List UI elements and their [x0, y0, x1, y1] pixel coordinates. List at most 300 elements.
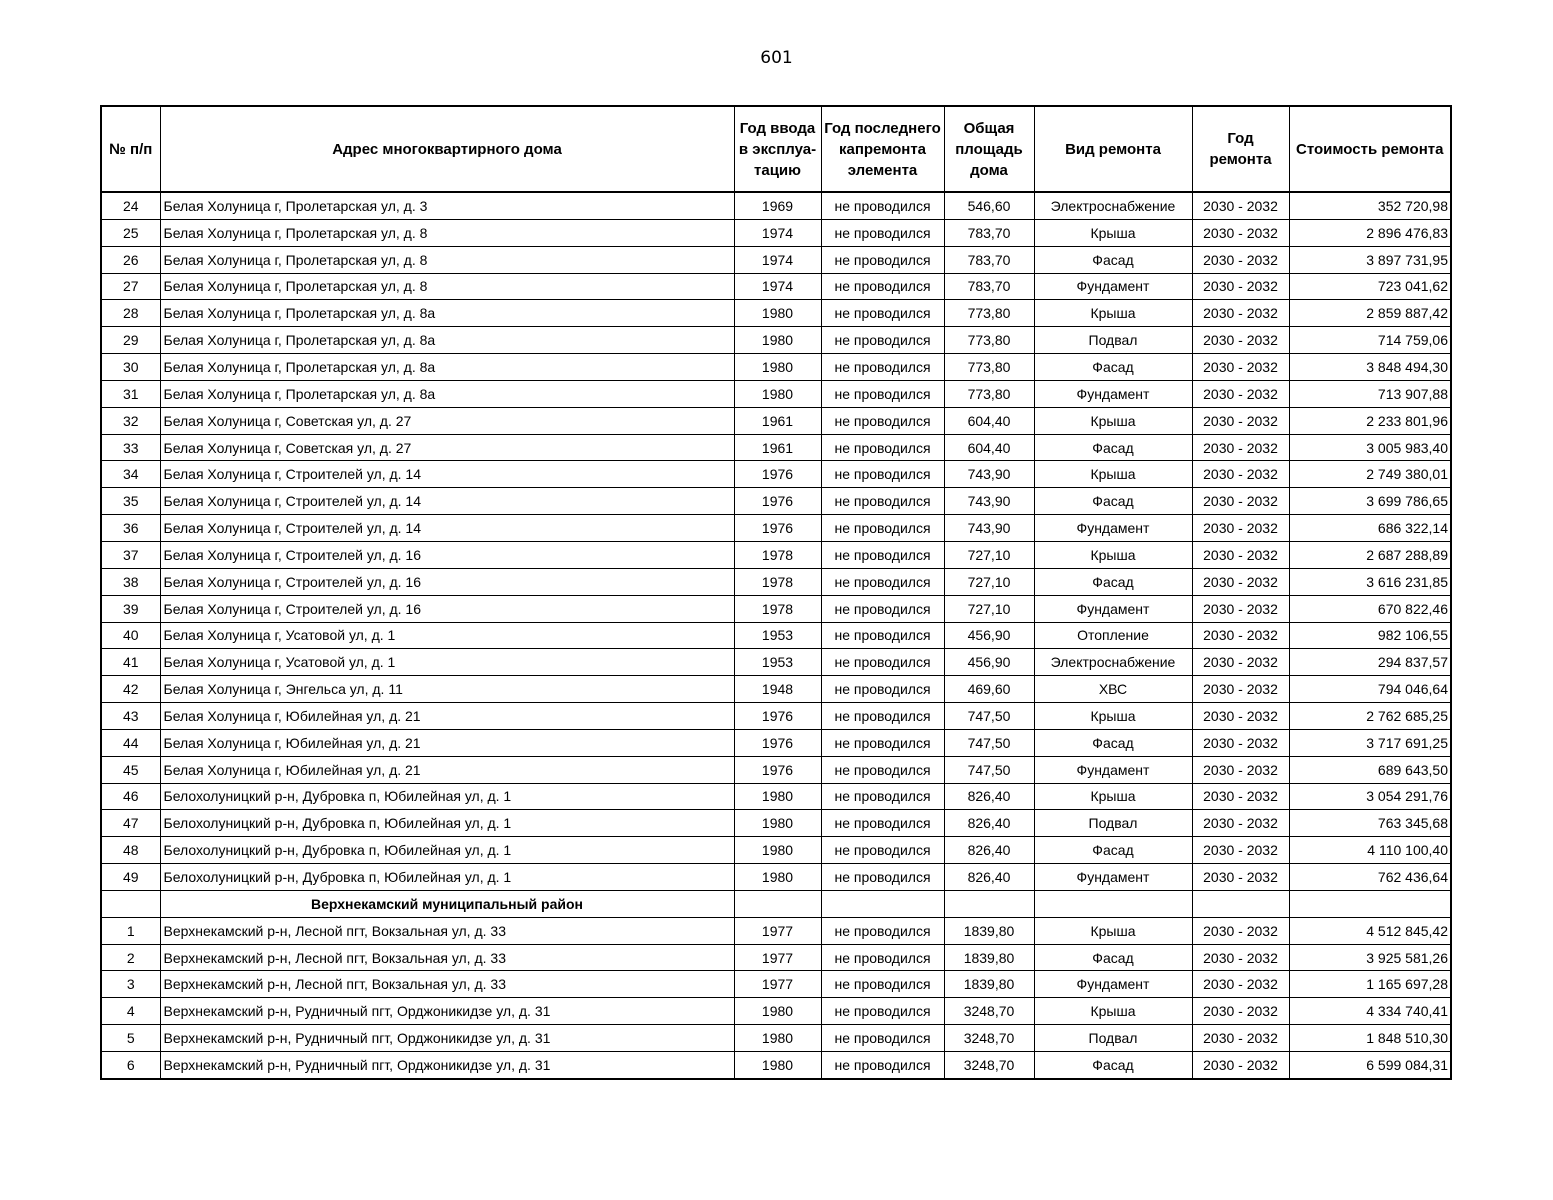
table-row [101, 1052, 1451, 1079]
section-num-cell [101, 890, 160, 917]
page-number: 601 [760, 48, 793, 68]
cell-address: Верхнекамский р-н, Рудничный пгт, Орджоникидзе ул, д. 31 [160, 1052, 734, 1079]
cell-cost: 3 699 786,65 [1289, 488, 1451, 515]
cell-area: 826,40 [944, 864, 1034, 891]
cell-repair-year: 2030 - 2032 [1192, 703, 1289, 730]
cell-area: 826,40 [944, 810, 1034, 837]
cell-repair-type: Крыша [1034, 461, 1192, 488]
cell-num: 37 [101, 541, 160, 568]
table-row [101, 998, 1451, 1025]
table-row [101, 434, 1451, 461]
table-body-a [101, 192, 1451, 890]
cell-last-repair: не проводился [821, 246, 944, 273]
cell-cost: 3 054 291,76 [1289, 783, 1451, 810]
cell-address: Белохолуницкий р-н, Дубровка п, Юбилейная ул, д. 1 [160, 810, 734, 837]
cell-last-repair: не проводился [821, 864, 944, 891]
cell-address: Белая Холуница г, Строителей ул, д. 14 [160, 515, 734, 542]
cell-year-built: 1976 [734, 488, 821, 515]
cell-repair-year: 2030 - 2032 [1192, 327, 1289, 354]
cell-year-built: 1948 [734, 676, 821, 703]
cell-last-repair: не проводился [821, 703, 944, 730]
cell-last-repair: не проводился [821, 354, 944, 381]
cell-address: Белая Холуница г, Юбилейная ул, д. 21 [160, 729, 734, 756]
table-row [101, 568, 1451, 595]
cell-year-built: 1976 [734, 703, 821, 730]
cell-year-built: 1978 [734, 541, 821, 568]
cell-num: 25 [101, 219, 160, 246]
cell-num: 32 [101, 407, 160, 434]
cell-last-repair: не проводился [821, 783, 944, 810]
cell-repair-type: Фундамент [1034, 864, 1192, 891]
cell-repair-year: 2030 - 2032 [1192, 998, 1289, 1025]
cell-area: 773,80 [944, 380, 1034, 407]
table-row [101, 300, 1451, 327]
cell-repair-year: 2030 - 2032 [1192, 917, 1289, 944]
header-cost: Стоимость ремонта [1289, 106, 1451, 192]
cell-area: 1839,80 [944, 917, 1034, 944]
cell-area: 727,10 [944, 541, 1034, 568]
cell-year-built: 1953 [734, 649, 821, 676]
cell-year-built: 1969 [734, 192, 821, 219]
table-row [101, 756, 1451, 783]
cell-repair-type: Подвал [1034, 810, 1192, 837]
cell-address: Белая Холуница г, Пролетарская ул, д. 8 [160, 246, 734, 273]
cell-address: Белая Холуница г, Юбилейная ул, д. 21 [160, 703, 734, 730]
cell-num: 24 [101, 192, 160, 219]
section-empty-cell [1289, 890, 1451, 917]
cell-num: 26 [101, 246, 160, 273]
cell-year-built: 1974 [734, 219, 821, 246]
cell-last-repair: не проводился [821, 273, 944, 300]
cell-last-repair: не проводился [821, 622, 944, 649]
cell-last-repair: не проводился [821, 595, 944, 622]
cell-area: 3248,70 [944, 998, 1034, 1025]
section-empty-cell [944, 890, 1034, 917]
cell-num: 47 [101, 810, 160, 837]
cell-year-built: 1961 [734, 407, 821, 434]
cell-year-built: 1978 [734, 595, 821, 622]
cell-repair-year: 2030 - 2032 [1192, 810, 1289, 837]
cell-year-built: 1980 [734, 327, 821, 354]
cell-cost: 3 848 494,30 [1289, 354, 1451, 381]
cell-repair-type: Фасад [1034, 837, 1192, 864]
cell-cost: 689 643,50 [1289, 756, 1451, 783]
cell-address: Белая Холуница г, Юбилейная ул, д. 21 [160, 756, 734, 783]
cell-cost: 1 165 697,28 [1289, 971, 1451, 998]
table-row [101, 649, 1451, 676]
cell-area: 826,40 [944, 783, 1034, 810]
cell-last-repair: не проводился [821, 461, 944, 488]
cell-area: 727,10 [944, 568, 1034, 595]
cell-address: Белая Холуница г, Энгельса ул, д. 11 [160, 676, 734, 703]
cell-cost: 763 345,68 [1289, 810, 1451, 837]
cell-repair-type: Фасад [1034, 944, 1192, 971]
cell-address: Белохолуницкий р-н, Дубровка п, Юбилейная ул, д. 1 [160, 837, 734, 864]
cell-cost: 294 837,57 [1289, 649, 1451, 676]
cell-num: 28 [101, 300, 160, 327]
cell-area: 783,70 [944, 273, 1034, 300]
cell-year-built: 1980 [734, 998, 821, 1025]
cell-cost: 2 749 380,01 [1289, 461, 1451, 488]
cell-num: 34 [101, 461, 160, 488]
cell-num: 30 [101, 354, 160, 381]
cell-cost: 1 848 510,30 [1289, 1025, 1451, 1052]
cell-num: 4 [101, 998, 160, 1025]
table-row [101, 1025, 1451, 1052]
cell-repair-type: Крыша [1034, 998, 1192, 1025]
cell-repair-year: 2030 - 2032 [1192, 649, 1289, 676]
cell-address: Белая Холуница г, Пролетарская ул, д. 8 [160, 219, 734, 246]
section-body [101, 890, 1451, 917]
cell-repair-year: 2030 - 2032 [1192, 864, 1289, 891]
cell-repair-type: Крыша [1034, 300, 1192, 327]
cell-num: 29 [101, 327, 160, 354]
cell-num: 39 [101, 595, 160, 622]
cell-repair-year: 2030 - 2032 [1192, 461, 1289, 488]
cell-last-repair: не проводился [821, 1025, 944, 1052]
cell-cost: 3 897 731,95 [1289, 246, 1451, 273]
cell-cost: 3 005 983,40 [1289, 434, 1451, 461]
cell-cost: 714 759,06 [1289, 327, 1451, 354]
cell-repair-type: Фундамент [1034, 971, 1192, 998]
cell-repair-type: Фундамент [1034, 515, 1192, 542]
table-row [101, 837, 1451, 864]
cell-num: 41 [101, 649, 160, 676]
cell-repair-year: 2030 - 2032 [1192, 971, 1289, 998]
cell-cost: 670 822,46 [1289, 595, 1451, 622]
section-empty-cell [734, 890, 821, 917]
cell-num: 48 [101, 837, 160, 864]
cell-area: 747,50 [944, 729, 1034, 756]
cell-last-repair: не проводился [821, 810, 944, 837]
table-body-b [101, 917, 1451, 1079]
cell-area: 456,90 [944, 622, 1034, 649]
cell-last-repair: не проводился [821, 729, 944, 756]
cell-repair-year: 2030 - 2032 [1192, 837, 1289, 864]
section-empty-cell [1192, 890, 1289, 917]
cell-repair-type: Фундамент [1034, 756, 1192, 783]
cell-cost: 982 106,55 [1289, 622, 1451, 649]
table-row [101, 407, 1451, 434]
cell-cost: 3 616 231,85 [1289, 568, 1451, 595]
cell-area: 3248,70 [944, 1052, 1034, 1079]
cell-repair-type: Электроснабжение [1034, 649, 1192, 676]
cell-last-repair: не проводился [821, 971, 944, 998]
cell-repair-type: ХВС [1034, 676, 1192, 703]
cell-area: 773,80 [944, 354, 1034, 381]
table-row [101, 676, 1451, 703]
cell-repair-type: Фасад [1034, 434, 1192, 461]
cell-num: 36 [101, 515, 160, 542]
cell-repair-year: 2030 - 2032 [1192, 944, 1289, 971]
cell-area: 743,90 [944, 515, 1034, 542]
cell-last-repair: не проводился [821, 380, 944, 407]
cell-num: 1 [101, 917, 160, 944]
cell-area: 1839,80 [944, 944, 1034, 971]
cell-area: 727,10 [944, 595, 1034, 622]
cell-cost: 352 720,98 [1289, 192, 1451, 219]
cell-cost: 686 322,14 [1289, 515, 1451, 542]
table-row [101, 622, 1451, 649]
cell-num: 46 [101, 783, 160, 810]
cell-num: 31 [101, 380, 160, 407]
cell-area: 546,60 [944, 192, 1034, 219]
cell-repair-year: 2030 - 2032 [1192, 354, 1289, 381]
cell-repair-year: 2030 - 2032 [1192, 622, 1289, 649]
table-row [101, 595, 1451, 622]
cell-last-repair: не проводился [821, 998, 944, 1025]
cell-cost: 2 762 685,25 [1289, 703, 1451, 730]
cell-num: 43 [101, 703, 160, 730]
table-row [101, 729, 1451, 756]
section-empty-cell [1034, 890, 1192, 917]
cell-repair-type: Фасад [1034, 354, 1192, 381]
cell-cost: 4 512 845,42 [1289, 917, 1451, 944]
header-year-built: Год ввода в эксплуа-тацию [734, 106, 821, 192]
cell-repair-year: 2030 - 2032 [1192, 192, 1289, 219]
cell-repair-type: Фундамент [1034, 595, 1192, 622]
cell-repair-year: 2030 - 2032 [1192, 273, 1289, 300]
cell-repair-type: Крыша [1034, 219, 1192, 246]
table-row [101, 246, 1451, 273]
cell-num: 27 [101, 273, 160, 300]
cell-year-built: 1974 [734, 273, 821, 300]
cell-year-built: 1980 [734, 837, 821, 864]
table-row [101, 810, 1451, 837]
cell-repair-type: Крыша [1034, 917, 1192, 944]
cell-repair-year: 2030 - 2032 [1192, 515, 1289, 542]
cell-repair-year: 2030 - 2032 [1192, 488, 1289, 515]
section-title: Верхнекамский муниципальный район [160, 890, 734, 917]
cell-year-built: 1977 [734, 971, 821, 998]
cell-num: 40 [101, 622, 160, 649]
cell-area: 783,70 [944, 219, 1034, 246]
cell-repair-year: 2030 - 2032 [1192, 568, 1289, 595]
cell-repair-year: 2030 - 2032 [1192, 407, 1289, 434]
cell-repair-type: Крыша [1034, 407, 1192, 434]
table-row [101, 488, 1451, 515]
cell-address: Белая Холуница г, Советская ул, д. 27 [160, 434, 734, 461]
cell-year-built: 1976 [734, 515, 821, 542]
cell-address: Белая Холуница г, Пролетарская ул, д. 8а [160, 327, 734, 354]
cell-cost: 6 599 084,31 [1289, 1052, 1451, 1079]
cell-area: 773,80 [944, 327, 1034, 354]
table-row [101, 971, 1451, 998]
cell-address: Верхнекамский р-н, Лесной пгт, Вокзальная ул, д. 33 [160, 917, 734, 944]
cell-area: 747,50 [944, 756, 1034, 783]
cell-repair-year: 2030 - 2032 [1192, 595, 1289, 622]
table-row [101, 354, 1451, 381]
cell-repair-year: 2030 - 2032 [1192, 783, 1289, 810]
cell-area: 783,70 [944, 246, 1034, 273]
cell-last-repair: не проводился [821, 568, 944, 595]
cell-address: Верхнекамский р-н, Рудничный пгт, Орджоникидзе ул, д. 31 [160, 998, 734, 1025]
table-row [101, 273, 1451, 300]
cell-repair-type: Фундамент [1034, 273, 1192, 300]
section-row [101, 890, 1451, 917]
cell-last-repair: не проводился [821, 327, 944, 354]
cell-address: Белохолуницкий р-н, Дубровка п, Юбилейная ул, д. 1 [160, 864, 734, 891]
cell-address: Белая Холуница г, Пролетарская ул, д. 8а [160, 300, 734, 327]
cell-year-built: 1961 [734, 434, 821, 461]
cell-num: 2 [101, 944, 160, 971]
section-empty-cell [821, 890, 944, 917]
cell-area: 826,40 [944, 837, 1034, 864]
table-row [101, 461, 1451, 488]
table-row [101, 703, 1451, 730]
cell-last-repair: не проводился [821, 488, 944, 515]
cell-address: Белая Холуница г, Усатовой ул, д. 1 [160, 622, 734, 649]
cell-last-repair: не проводился [821, 917, 944, 944]
cell-repair-year: 2030 - 2032 [1192, 434, 1289, 461]
cell-last-repair: не проводился [821, 219, 944, 246]
cell-cost: 2 896 476,83 [1289, 219, 1451, 246]
cell-year-built: 1980 [734, 1052, 821, 1079]
cell-year-built: 1976 [734, 756, 821, 783]
cell-address: Верхнекамский р-н, Лесной пгт, Вокзальная ул, д. 33 [160, 971, 734, 998]
cell-num: 3 [101, 971, 160, 998]
cell-last-repair: не проводился [821, 944, 944, 971]
cell-last-repair: не проводился [821, 515, 944, 542]
cell-cost: 4 110 100,40 [1289, 837, 1451, 864]
cell-last-repair: не проводился [821, 676, 944, 703]
table-header [101, 106, 1451, 192]
header-address: Адрес многоквартирного дома [160, 106, 734, 192]
cell-area: 1839,80 [944, 971, 1034, 998]
cell-num: 45 [101, 756, 160, 783]
cell-repair-type: Электроснабжение [1034, 192, 1192, 219]
repair-table [100, 105, 1452, 1080]
cell-address: Белая Холуница г, Строителей ул, д. 16 [160, 595, 734, 622]
cell-cost: 4 334 740,41 [1289, 998, 1451, 1025]
cell-address: Белая Холуница г, Пролетарская ул, д. 8а [160, 380, 734, 407]
cell-area: 469,60 [944, 676, 1034, 703]
cell-repair-type: Фасад [1034, 488, 1192, 515]
cell-address: Белая Холуница г, Пролетарская ул, д. 8 [160, 273, 734, 300]
cell-repair-year: 2030 - 2032 [1192, 729, 1289, 756]
cell-address: Белая Холуница г, Строителей ул, д. 16 [160, 541, 734, 568]
table-row [101, 917, 1451, 944]
table-row [101, 864, 1451, 891]
cell-address: Белая Холуница г, Пролетарская ул, д. 3 [160, 192, 734, 219]
cell-last-repair: не проводился [821, 300, 944, 327]
header-repair-type: Вид ремонта [1034, 106, 1192, 192]
cell-year-built: 1976 [734, 461, 821, 488]
cell-repair-year: 2030 - 2032 [1192, 756, 1289, 783]
cell-address: Белая Холуница г, Строителей ул, д. 14 [160, 461, 734, 488]
header-num: № п/п [101, 106, 160, 192]
cell-cost: 2 233 801,96 [1289, 407, 1451, 434]
cell-repair-year: 2030 - 2032 [1192, 1052, 1289, 1079]
cell-year-built: 1980 [734, 810, 821, 837]
cell-num: 49 [101, 864, 160, 891]
cell-num: 5 [101, 1025, 160, 1052]
cell-address: Белая Холуница г, Пролетарская ул, д. 8а [160, 354, 734, 381]
cell-area: 747,50 [944, 703, 1034, 730]
cell-area: 773,80 [944, 300, 1034, 327]
cell-num: 44 [101, 729, 160, 756]
cell-cost: 794 046,64 [1289, 676, 1451, 703]
cell-repair-type: Фундамент [1034, 380, 1192, 407]
cell-cost: 762 436,64 [1289, 864, 1451, 891]
cell-repair-type: Подвал [1034, 327, 1192, 354]
cell-address: Верхнекамский р-н, Рудничный пгт, Орджоникидзе ул, д. 31 [160, 1025, 734, 1052]
cell-address: Верхнекамский р-н, Лесной пгт, Вокзальная ул, д. 33 [160, 944, 734, 971]
cell-area: 456,90 [944, 649, 1034, 676]
table-row [101, 219, 1451, 246]
cell-num: 38 [101, 568, 160, 595]
cell-last-repair: не проводился [821, 407, 944, 434]
cell-repair-year: 2030 - 2032 [1192, 541, 1289, 568]
cell-repair-type: Фасад [1034, 568, 1192, 595]
cell-num: 42 [101, 676, 160, 703]
header-repair-year: Год ремонта [1192, 106, 1289, 192]
cell-repair-year: 2030 - 2032 [1192, 1025, 1289, 1052]
table-row [101, 944, 1451, 971]
cell-year-built: 1953 [734, 622, 821, 649]
cell-address: Белая Холуница г, Усатовой ул, д. 1 [160, 649, 734, 676]
cell-last-repair: не проводился [821, 837, 944, 864]
cell-last-repair: не проводился [821, 649, 944, 676]
cell-address: Белая Холуница г, Советская ул, д. 27 [160, 407, 734, 434]
cell-repair-type: Подвал [1034, 1025, 1192, 1052]
cell-cost: 3 925 581,26 [1289, 944, 1451, 971]
cell-repair-type: Фасад [1034, 246, 1192, 273]
table-row [101, 192, 1451, 219]
cell-last-repair: не проводился [821, 434, 944, 461]
cell-repair-type: Крыша [1034, 783, 1192, 810]
cell-repair-year: 2030 - 2032 [1192, 300, 1289, 327]
cell-year-built: 1978 [734, 568, 821, 595]
cell-last-repair: не проводился [821, 192, 944, 219]
cell-repair-type: Отопление [1034, 622, 1192, 649]
cell-address: Белая Холуница г, Строителей ул, д. 16 [160, 568, 734, 595]
cell-num: 6 [101, 1052, 160, 1079]
cell-area: 604,40 [944, 434, 1034, 461]
table-row [101, 380, 1451, 407]
cell-year-built: 1980 [734, 783, 821, 810]
cell-year-built: 1980 [734, 1025, 821, 1052]
cell-repair-type: Крыша [1034, 541, 1192, 568]
cell-repair-type: Крыша [1034, 703, 1192, 730]
cell-num: 33 [101, 434, 160, 461]
cell-year-built: 1974 [734, 246, 821, 273]
cell-area: 743,90 [944, 461, 1034, 488]
cell-cost: 723 041,62 [1289, 273, 1451, 300]
header-last-repair: Год последнего капремонта элемента [821, 106, 944, 192]
cell-area: 3248,70 [944, 1025, 1034, 1052]
cell-area: 604,40 [944, 407, 1034, 434]
cell-cost: 3 717 691,25 [1289, 729, 1451, 756]
cell-year-built: 1980 [734, 354, 821, 381]
cell-year-built: 1976 [734, 729, 821, 756]
cell-address: Белая Холуница г, Строителей ул, д. 14 [160, 488, 734, 515]
cell-num: 35 [101, 488, 160, 515]
table-row [101, 783, 1451, 810]
cell-address: Белохолуницкий р-н, Дубровка п, Юбилейная ул, д. 1 [160, 783, 734, 810]
cell-year-built: 1980 [734, 380, 821, 407]
cell-area: 743,90 [944, 488, 1034, 515]
cell-repair-year: 2030 - 2032 [1192, 676, 1289, 703]
table-row [101, 327, 1451, 354]
cell-repair-type: Фасад [1034, 729, 1192, 756]
cell-last-repair: не проводился [821, 756, 944, 783]
header-area: Общая площадь дома [944, 106, 1034, 192]
cell-year-built: 1980 [734, 300, 821, 327]
cell-repair-year: 2030 - 2032 [1192, 219, 1289, 246]
cell-last-repair: не проводился [821, 1052, 944, 1079]
cell-repair-year: 2030 - 2032 [1192, 380, 1289, 407]
